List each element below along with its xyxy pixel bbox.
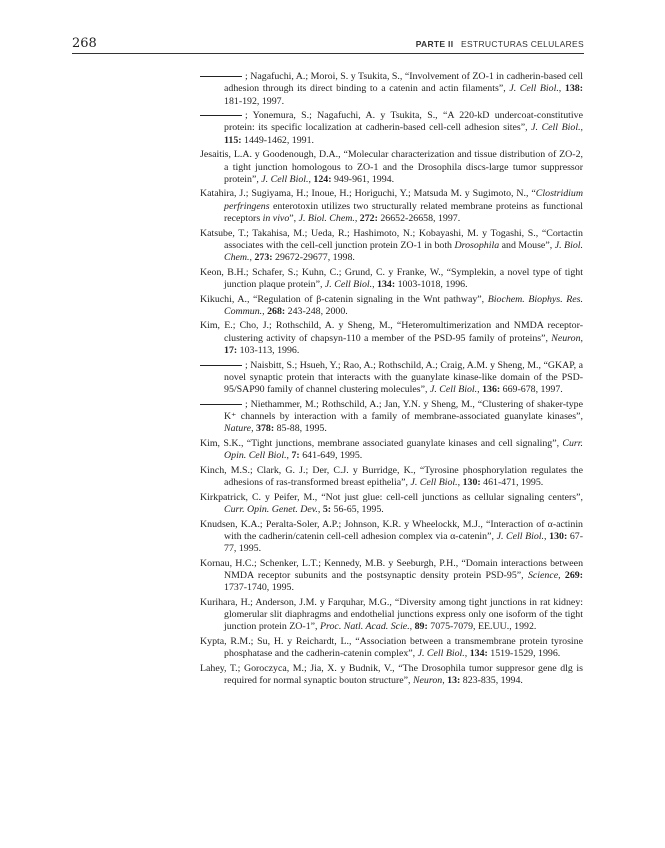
reference-volume: 269:: [564, 569, 584, 581]
reference-entry: [200, 320, 583, 357]
reference-pages: 7075-7079, EE.UU., 1992.: [427, 621, 537, 633]
reference-volume: 5:: [322, 503, 332, 515]
reference-journal: J. Cell Biol.: [324, 278, 373, 290]
reference-sep: ,: [544, 530, 550, 542]
reference-journal: Nature: [224, 423, 252, 435]
reference-entry: [200, 149, 583, 186]
reference-authors: ; Nagafuchi, A.; Moroi, S. y Tsukita, S.,: [245, 71, 405, 82]
reference-journal: Biochem. Biophys. Res. Commun.: [224, 293, 583, 317]
reference-sep: ,: [457, 477, 463, 489]
reference-journal: J. Cell Biol.: [410, 477, 458, 489]
reference-sep: ,: [251, 423, 257, 435]
reference-pages: 85-88, 1995.: [274, 423, 327, 435]
same-authors-dash: [200, 115, 242, 116]
reference-title: “GKAP, a novel synaptic protein that interacts with the guanylate kinase-like domain of the PSD-95/SAP90 family of channel clustering molecules”,: [224, 359, 583, 396]
reference-entry: [200, 558, 583, 595]
reference-pages: 949-961, 1994.: [331, 173, 395, 185]
reference-title-italic: Drosophila: [454, 239, 500, 251]
header-rule: [72, 53, 584, 54]
reference-title: “Symplekin, a novel type of tight junction plaque protein”,: [224, 266, 583, 290]
reference-pages: 1737-1740, 1995.: [224, 582, 294, 594]
section-title: ESTRUCTURAS CELULARES: [461, 39, 584, 49]
reference-volume: 134:: [377, 278, 396, 290]
reference-title-post: and Mouse”,: [499, 239, 555, 251]
reference-authors: Kirkpatrick, C. y Peifer, M.,: [200, 491, 322, 503]
reference-entry: [200, 597, 583, 634]
reference-volume: 136:: [482, 384, 501, 396]
reference-pages: 29672-29677, 1998.: [272, 252, 355, 264]
reference-entry: [200, 360, 583, 397]
reference-pages: 1003-1018, 1996.: [395, 278, 468, 290]
reference-journal: J. Cell Biol.: [531, 122, 581, 134]
reference-sep: ,: [464, 648, 470, 660]
reference-volume: 273:: [254, 252, 273, 264]
reference-authors: Kinch, M.S.; Clark, G. J.; Der, C.J. y Burridge, K.,: [200, 464, 420, 476]
reference-title: “Involvement of ZO-1 in cadherin-based cell adhesion through its direct binding to a catenin and actin filaments”,: [224, 71, 584, 95]
reference-sep: ,: [477, 384, 483, 396]
reference-title: “Diversity among tight junctions in rat kidney: glomerular slit diaphragms and endothelial junctions express only one isoform of the tight junction protein ZO-1”,: [224, 596, 584, 633]
reference-entry: [200, 492, 583, 517]
running-head: [416, 39, 584, 49]
part-label: PARTE II: [415, 39, 454, 49]
reference-title: “Heteromultimerization and NMDA receptor-clustering activity of chapsyn-110 a member of the PSD-95 family of proteins”,: [224, 320, 583, 344]
reference-sep: ,: [558, 569, 565, 581]
same-authors-dash: [200, 404, 242, 405]
reference-volume: 378:: [256, 423, 275, 435]
reference-volume: 17:: [224, 344, 238, 356]
reference-journal: J. Cell Biol.: [417, 648, 465, 660]
page-number: 268: [72, 36, 97, 51]
reference-entry: [200, 267, 583, 292]
reference-journal: J. Cell Biol.: [261, 173, 309, 185]
reference-authors: Kornau, H.C.; Schenker, L.T.; Kennedy, M.B. y Seeburgh, P.H.,: [200, 557, 462, 569]
reference-pages: 669-678, 1997.: [500, 384, 563, 396]
reference-sep: ,: [262, 305, 268, 317]
reference-entry: [200, 636, 583, 661]
reference-entry: [200, 188, 583, 225]
reference-volume: 134:: [469, 648, 488, 660]
reference-volume: 115:: [224, 134, 242, 146]
reference-title: “Tight junctions, membrane associated guanylate kinases and cell signaling”,: [246, 437, 563, 449]
reference-title: “Tyrosine phosphorylation regulates the adhesions of ras-transformed breast epithelia”,: [224, 464, 583, 489]
reference-volume: 138:: [564, 83, 583, 95]
reference-title: “The Drosophila tumor suppresor gene dlg is required for normal synaptic bouton structure”,: [224, 662, 584, 687]
reference-volume: 272:: [359, 212, 378, 224]
reference-pages: 243-248, 2000.: [285, 305, 348, 317]
reference-title: “Domain interactions between NMDA receptor subunits and the postsynaptic density protein PSD-95”,: [224, 557, 584, 581]
reference-volume: 130:: [549, 530, 568, 542]
reference-authors: Jesaitis, L.A. y Goodenough, D.A.,: [200, 149, 344, 161]
reference-sep: ,: [558, 83, 565, 95]
reference-pages: 103-113, 1996.: [237, 344, 300, 356]
reference-journal: Neuron: [412, 675, 443, 687]
reference-pages: 181-192, 1997.: [224, 95, 285, 107]
reference-authors: Kypta, R.M.; Su, H. y Reichardt, L.,: [200, 636, 356, 647]
reference-sep: ,: [409, 621, 415, 633]
reference-title: “A 220-kD undercoat-constitutive protein: its specific localization at cadherin-based cell-cell adhesion sites”,: [224, 110, 583, 134]
reference-sep: ,: [354, 212, 360, 224]
reference-journal: J. Cell Biol.: [496, 530, 545, 542]
same-authors-dash: [200, 365, 242, 366]
reference-sep: ,: [580, 122, 584, 134]
reference-pages: 823-835, 1994.: [460, 675, 523, 687]
reference-entry: [200, 228, 583, 265]
reference-authors: Kikuchi, A.,: [200, 293, 254, 305]
reference-journal: J. Biol. Chem.: [298, 212, 355, 224]
reference-title-post: ”,: [289, 212, 299, 224]
reference-entry: [200, 294, 583, 319]
reference-title: “Cortactin associates with the cell-cell junction protein ZO-1 in both: [224, 227, 583, 251]
same-authors-dash: [200, 76, 242, 77]
reference-entry: [200, 663, 583, 688]
reference-sep: ,: [580, 332, 583, 344]
reference-sep: ,: [317, 503, 323, 515]
reference-authors: ; Naisbitt, S.; Hsueh, Y.; Rao, A.; Rothschild, A.; Craig, A.M. y Sheng, M.,: [245, 359, 544, 371]
reference-pages: 641-649, 1995.: [299, 450, 363, 462]
reference-volume: 13:: [447, 675, 461, 687]
reference-entry: [200, 110, 583, 147]
reference-pages: 1519-1529, 1996.: [487, 648, 561, 660]
reference-authors: Kim, S.K.,: [200, 437, 247, 449]
reference-pages: 67-77, 1995.: [224, 530, 584, 555]
reference-volume: 89:: [414, 621, 428, 633]
reference-volume: 124:: [313, 173, 332, 185]
reference-journal: J. Biol. Chem.: [224, 239, 583, 264]
reference-authors: Knudsen, K.A.; Peralta-Soler, A.P.; Johnson, K.R. y Wheelockk, M.J.,: [200, 518, 486, 530]
reference-sep: ,: [442, 675, 448, 687]
reference-journal: Neuron: [551, 332, 581, 344]
reference-title-pre: “: [531, 188, 536, 200]
reference-authors: Katsube, T.; Takahisa, M.; Ueda, R.; Hashimoto, N.; Kobayashi, M. y Togashi, S.,: [200, 227, 542, 239]
reference-title: “Regulation of β-catenin signaling in the Wnt pathway”,: [253, 293, 488, 305]
reference-entry: [200, 438, 583, 463]
reference-journal: Science: [527, 569, 559, 581]
reference-pages: 26652-26658, 1997.: [377, 212, 461, 224]
reference-journal: Proc. Natl. Acad. Scie.: [319, 621, 410, 633]
reference-journal: J. Cell Biol.: [509, 83, 559, 95]
reference-entry: [200, 399, 583, 436]
reference-title-italic2: in vivo: [262, 212, 290, 224]
reference-title: “Not just glue: cell-cell junctions as cellular signaling centers”,: [321, 491, 583, 503]
reference-authors: Keon, B.H.; Schafer, S.; Kuhn, C.; Grund, C. y Franke, W.,: [200, 266, 447, 278]
reference-pages: 56-65, 1995.: [331, 503, 384, 515]
reference-journal: J. Cell Biol.: [429, 384, 478, 396]
reference-authors: Kim, E.; Cho, J.; Rothschild, A. y Sheng, M.,: [200, 320, 397, 332]
reference-title: “Interaction of α-actinin with the cadherin/catenin cell-cell adhesion complex via α-catenin”,: [224, 518, 583, 542]
reference-list: [200, 71, 583, 690]
reference-entry: [200, 519, 583, 556]
reference-sep: ,: [308, 173, 314, 185]
reference-title: “Molecular characterization and tissue distribution of ZO-2, a tight junction homologous to ZO-1 and the Drosophila discs-large tumor suppressor protein”,: [224, 149, 583, 185]
reference-volume: 130:: [462, 477, 481, 489]
reference-authors: Kurihara, H.; Anderson, J.M. y Farquhar, M.G.,: [200, 596, 395, 608]
reference-title-italic: Clostridium perfringens: [224, 188, 583, 212]
reference-journal: Curr. Opin. Genet. Dev.: [224, 503, 318, 515]
reference-volume: 7:: [291, 450, 300, 462]
reference-journal: Curr. Opin. Cell Biol.: [224, 437, 583, 462]
reference-pages: 461-471, 1995.: [480, 477, 544, 489]
reference-authors: ; Niethammer, M.; Rothschild, A.; Jan, Y.N. y Sheng, M.,: [245, 398, 478, 410]
reference-entry: [200, 465, 583, 490]
reference-title: enterotoxin utilizes two structurally related membrane proteins as functional receptors: [224, 200, 583, 224]
reference-authors: Lahey, T.; Goroczyca, M.; Jia, X. y Budnik, V.,: [200, 662, 399, 674]
reference-entry: [200, 71, 583, 108]
reference-authors: Katahira, J.; Sugiyama, H.; Inoue, H.; Horiguchi, Y.; Matsuda M. y Sugimoto, N.,: [200, 188, 532, 200]
reference-volume: 268:: [267, 305, 286, 317]
reference-pages: 1449-1462, 1991.: [241, 134, 314, 146]
reference-sep: ,: [372, 278, 378, 290]
reference-title: “Association between a transmembrane protein tyrosine phosphatase and the cadherin-catenin complex”,: [224, 636, 583, 660]
reference-title: “Clustering of shaker-type K⁺ channels by interaction with a family of membrane-associated guanylate kinases”,: [224, 398, 583, 423]
reference-sep: ,: [286, 450, 292, 462]
reference-sep: ,: [249, 252, 255, 264]
reference-authors: ; Yonemura, S.; Nagafuchi, A. y Tsukita, S.,: [245, 110, 443, 122]
